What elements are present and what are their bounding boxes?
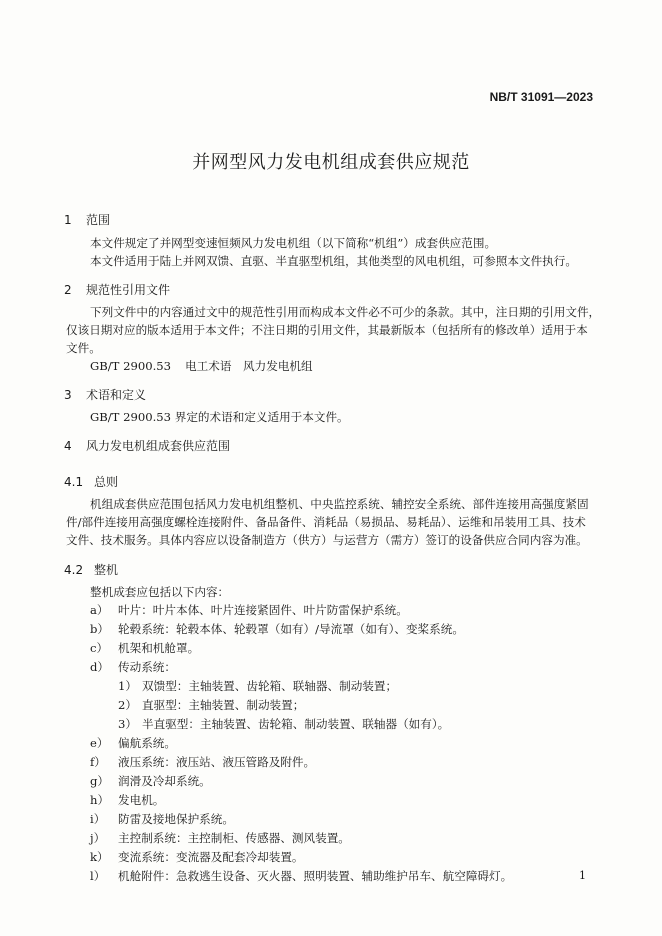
list-item-text: 传动系统： bbox=[118, 660, 176, 674]
list-item-text: 双馈型：主轴装置、齿轮箱、联轴器、制动装置； bbox=[142, 679, 398, 693]
list-item-text: 变流系统：变流器及配套冷却装置。 bbox=[118, 850, 304, 864]
list-item bbox=[90, 659, 176, 675]
section-title: 总则 bbox=[94, 475, 119, 489]
list-item-text: 润滑及冷却系统。 bbox=[118, 774, 211, 788]
section-number: 1 bbox=[64, 213, 72, 227]
paragraph-line: 文件。 bbox=[66, 341, 101, 355]
list-item bbox=[90, 868, 512, 884]
paragraph-line: 件/部件连接用高强度螺栓连接附件、备品备件、消耗品（易损品、易耗品）、运维和吊装用工具、技术 bbox=[66, 515, 586, 529]
standard-number: NB/T 31091—2023 bbox=[489, 90, 593, 104]
subsection-4-2-heading bbox=[64, 561, 118, 578]
list-item-text: 直驱型：主轴装置、制动装置； bbox=[142, 698, 305, 712]
section-number: 4 bbox=[64, 439, 72, 453]
list-item-text: 防雷及接地保护系统。 bbox=[118, 812, 234, 826]
list-item-text: 液压系统：液压站、液压管路及附件。 bbox=[118, 755, 316, 769]
list-marker: b） bbox=[90, 622, 110, 636]
list-marker: 1） bbox=[118, 679, 137, 693]
list-item-text: 偏航系统。 bbox=[118, 736, 176, 750]
list-marker: 3） bbox=[118, 717, 137, 731]
list-marker: e） bbox=[90, 736, 109, 750]
paragraph-line: 机组成套供应范围包括风力发电机组整机、中央监控系统、辅控安全系统、部件连接用高强度紧固 bbox=[90, 497, 589, 511]
section-title: 整机 bbox=[94, 563, 119, 577]
list-marker: c） bbox=[90, 641, 109, 655]
section-title: 规范性引用文件 bbox=[86, 283, 171, 297]
section-2-heading bbox=[64, 281, 170, 298]
page-number: 1 bbox=[579, 869, 586, 882]
document-title: 并网型风力发电机组成套供应规范 bbox=[192, 152, 470, 173]
section-3-heading bbox=[64, 386, 146, 403]
list-item bbox=[90, 754, 315, 770]
reference-title: 电工术语 风力发电机组 bbox=[185, 359, 313, 373]
section-1-heading bbox=[64, 211, 110, 228]
section-title: 风力发电机组成套供应范围 bbox=[86, 439, 231, 453]
list-item bbox=[90, 640, 199, 656]
section-4-heading bbox=[64, 437, 230, 454]
subsection-4-1-heading bbox=[64, 473, 118, 490]
section-number: 2 bbox=[64, 283, 72, 297]
list-item bbox=[90, 849, 304, 865]
list-marker: h） bbox=[90, 793, 110, 807]
sub-list-item bbox=[118, 697, 304, 713]
section-title: 范围 bbox=[86, 213, 111, 227]
list-item-text: 机舱附件：急救逃生设备、灭火器、照明装置、辅助维护吊车、航空障碍灯。 bbox=[118, 869, 513, 883]
list-marker: d） bbox=[90, 660, 110, 674]
list-item bbox=[90, 792, 164, 808]
paragraph-line: 文件、技术服务。具体内容应以设备制造方（供方）与运营方（需方）签订的设备供应合同内容为准。 bbox=[66, 533, 588, 547]
paragraph: GB/T 2900.53 界定的术语和定义适用于本文件。 bbox=[90, 410, 349, 424]
list-marker: f） bbox=[90, 755, 106, 769]
sub-list-item bbox=[118, 716, 449, 732]
reference-code: GB/T 2900.53 bbox=[90, 359, 172, 373]
list-marker: k） bbox=[90, 850, 109, 864]
paragraph-line: 下列文件中的内容通过文中的规范性引用而构成本文件必不可少的条款。其中，注日期的引用文件， bbox=[90, 305, 601, 319]
list-marker: 2） bbox=[118, 698, 137, 712]
paragraph: 本文件规定了并网型变速恒频风力发电机组（以下简称“机组”）成套供应范围。 bbox=[90, 236, 497, 250]
sub-list-item bbox=[118, 678, 397, 694]
list-marker: i） bbox=[90, 812, 106, 826]
normative-reference bbox=[90, 358, 313, 374]
list-marker: l） bbox=[90, 869, 106, 883]
section-number: 3 bbox=[64, 388, 72, 402]
paragraph-line: 仅该日期对应的版本适用于本文件；不注日期的引用文件，其最新版本（包括所有的修改单）适用于本 bbox=[66, 323, 588, 337]
list-item bbox=[90, 811, 234, 827]
list-item-text: 半直驱型：主轴装置、齿轮箱、制动装置、联轴器（如有）。 bbox=[142, 717, 450, 731]
list-item-text: 主控制系统：主控制柜、传感器、测风装置。 bbox=[118, 831, 350, 845]
list-item-text: 发电机。 bbox=[118, 793, 165, 807]
section-title: 术语和定义 bbox=[86, 388, 147, 402]
list-item bbox=[90, 735, 176, 751]
list-marker: j） bbox=[90, 831, 106, 845]
list-marker: g） bbox=[90, 774, 110, 788]
section-number: 4.2 bbox=[64, 563, 84, 577]
section-number: 4.1 bbox=[64, 475, 84, 489]
paragraph: 本文件适用于陆上并网双馈、直驱、半直驱型机组，其他类型的风电机组，可参照本文件执行。 bbox=[90, 254, 577, 268]
paragraph: 整机成套应包括以下内容： bbox=[90, 585, 230, 599]
list-item-text: 机架和机舱罩。 bbox=[118, 641, 200, 655]
list-item-text: 轮毂系统：轮毂本体、轮毂罩（如有）/导流罩（如有）、变桨系统。 bbox=[118, 622, 464, 636]
list-item bbox=[90, 621, 464, 637]
list-item bbox=[90, 773, 211, 789]
list-item bbox=[90, 830, 350, 846]
list-item-text: 叶片：叶片本体、叶片连接紧固件、叶片防雷保护系统。 bbox=[118, 603, 408, 617]
list-item bbox=[90, 602, 408, 618]
list-marker: a） bbox=[90, 603, 109, 617]
